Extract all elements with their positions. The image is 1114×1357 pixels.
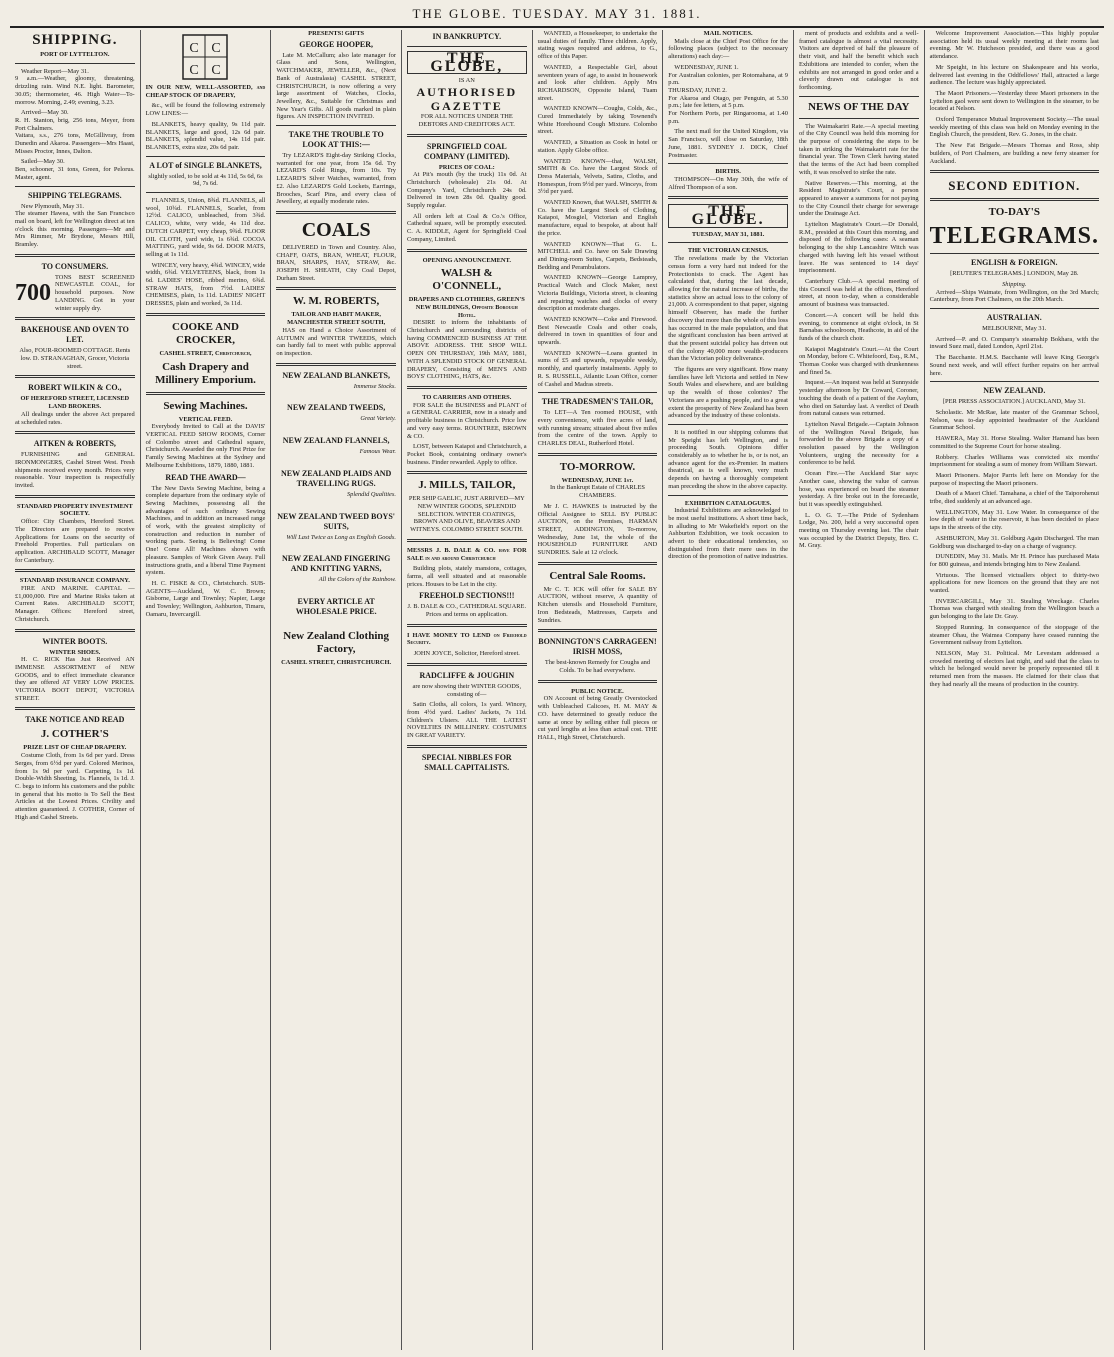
new-zealand-heading: NEW ZEALAND. <box>983 386 1046 396</box>
divider <box>668 424 788 425</box>
news-item-9: Ocean Fire.—The Auckland Star says: Another case, showing the value of canvas hose, was experienced on board the steamer yesterday. A fire broke out in the forecastle, but it was speedily extinguished. <box>798 470 919 508</box>
divider <box>538 680 658 683</box>
weather-report: Weather Report—May 31. 9 a.m.—Weather, gloomy, threatening, drizzling rain. Wind N.E. light. Barometer, 30.05; thermometer, 46. High Water—To-morrow. Morning, 2.49; evening, 3.23. <box>15 67 135 106</box>
news-item-2: Native Reserves.—This morning, at the Resident Magistrate's Court, a person appeared to answer a summons for not paying to the City Council their charge for sewerage under the Drainage Act. <box>798 179 919 218</box>
death-text: Death of a Maori Chief. Tamahana, a chief of the Taiporohenui tribe, died suddenly at an advanced age. <box>929 490 1099 506</box>
award-text: The New Davis Sewing Machine, being a complete departure from the ordinary style of Sewing Machines, possessing all the advantages of such ordinary Sewing Machines, and in addition an increased range of work, with the greatest simplicity of construction and reduction in number of working parts. Seeing is Believing! Come One! Come All! Machines shown with pleasure. Samples of Work Given Away. Full instructions gratis, and a liberal Time Payment system. <box>145 484 266 577</box>
news-item-7: Inquest.—An inquest was held at Sunnyside yesterday afternoon by Dr Coward, Coroner, touching the death of a patient of the Asylum, who died on Saturday last. A verdict of Death from natural causes was returned. <box>798 379 919 418</box>
wanted-ad-9: WANTED KNOWN—Coke and Firewood. Best Newcastle Coals and other coals, delivered in town in quantities of four and upwards. <box>537 315 658 347</box>
wanted-ad-8: WANTED KNOWN—George Lamprey, Practical Watch and Clock Maker, next Victoria Buildings, Victoria street, is cleaning and repairing watches and clocks of every description at moderate charges. <box>537 274 658 313</box>
insurance-heading: STANDARD INSURANCE COMPANY. <box>19 577 130 585</box>
column-4 <box>402 30 533 1350</box>
port-heading: PORT OF LYTTELTON. <box>40 51 110 58</box>
column-1 <box>10 30 141 1350</box>
mail-heading: MAIL NOTICES. <box>703 30 753 37</box>
nz-boys-heading: NEW ZEALAND TWEED BOYS' SUITS, <box>277 511 395 531</box>
divider <box>407 134 527 137</box>
australian-heading: AUSTRALIAN. <box>986 313 1042 323</box>
divider <box>538 453 658 456</box>
column-3 <box>271 30 402 1350</box>
divider <box>15 317 135 320</box>
col8-intro: Welcome Improvement Association.—This highly popular association held its usual weekly meeting at their rooms last evening. Mr W. Hutcheson presided, and there was a good attendance. <box>929 30 1099 61</box>
census-para-2: The figures are very significant. How many families have left Victoria and settled in New South Wales and elsewhere, and are building up the wealth of those colonies? The Victorians are a pushing people, and to a great extent the prosperity of New Zealand has been advanced by the industry of these colonists. <box>668 366 788 420</box>
cother-name: J. COTHER'S <box>40 728 109 741</box>
bakehouse-heading: BAKEHOUSE AND OVEN TO LET. <box>20 325 129 345</box>
shipping-heading: SHIPPING. <box>32 32 118 48</box>
reuters-dateline: [REUTER'S TELEGRAMS.] LONDON, May 28. <box>950 270 1079 278</box>
cooke-heading: COOKE AND CROCKER, <box>172 320 239 346</box>
radcliffe-heading: RADCLIFFE & JOUGHIN <box>419 670 515 680</box>
divider <box>146 192 266 193</box>
divider <box>276 363 396 366</box>
column-6 <box>663 30 794 1350</box>
bankruptcy-heading: IN BANKRUPTCY. <box>432 32 502 41</box>
census-para-3: It is notified in our shipping columns that Mr Speight has left Wellington, and is proceeding South. Opinions differ considerably as to whether he is, or is not, an advance agent for the ex-Premier. In matters theatrical, as is well known, very much depends on having a thoroughly competent man preceding the show in the above capacity. <box>668 428 788 490</box>
presents-heading: PRESENTS! GIFTS <box>308 30 365 37</box>
divider <box>930 308 1099 309</box>
melbourne-dateline: MELBOURNE, May 31. <box>982 325 1047 333</box>
news-item-10: L. O. G. T.—The Pride of Sydenham Lodge, No. 200, held a very successful open meeting on Thursday evening last. The chair was occupied by the District Deputy, Bro. C. M. Gray. <box>798 511 919 550</box>
nz-flannels-tag: Famous Wear. <box>359 448 396 456</box>
divider <box>15 569 135 572</box>
masthead <box>10 6 1104 28</box>
tons-text: TONS BEST SCREENED NEWCASTLE COAL, for household purposes. Now LANDING. Got in your winter supply dry. <box>55 273 135 312</box>
tons-figure: 700 <box>15 280 51 307</box>
dale-text: Building plots, stately mansions, cottages, farms, all well situated and at reasonable prices. Houses to be Let in the city. <box>406 565 527 588</box>
svg-text:C: C <box>211 41 222 56</box>
nibbles-heading: SPECIAL NIBBLES FOR SMALL CAPITALISTS. <box>421 752 512 772</box>
wilkin-text: All dealings under the above Act prepared at scheduled rates. <box>15 410 135 426</box>
divider <box>930 381 1099 382</box>
notice-text: Try LEZARD'S Eight-day Striking Clocks, warranted for one year, from 15s 6d. Try LEZARD'S Gold Rings, from 10s. Try LEZARD'S Silver Watches, warranted, from £2. Also LEZARD'S Gold Lockets, Earrings, Brooches, Scarf Pins, and every class of Jewellery, at equally moderate rates. <box>276 152 396 206</box>
column-container <box>10 30 1104 1350</box>
tradesmens-text: To LET—A Ten roomed HOUSE, with every convenience, with five acres of land, with running stream; situated about five miles from the centre of the town. Apply to CHARLES DEAL, Rutherford Hotel. <box>537 409 658 448</box>
boots-sub: WINTER SHOES. <box>49 648 101 656</box>
nz-knitting-heading: NEW ZEALAND FINGERING AND KNITTING YARNS, <box>281 554 391 574</box>
divider <box>276 125 396 126</box>
cother-notice: TAKE NOTICE AND READ <box>25 715 125 725</box>
press-association-dateline: [PER PRESS ASSOCIATION.] AUCKLAND, May 31. <box>942 398 1086 406</box>
public-notice-heading: PUBLIC NOTICE. <box>571 687 624 695</box>
shipping-telegrams-text: New Plymouth, May 31. The steamer Hawea, with the San Francisco mail on board, left for Wellington direct at ten o'clock this morning. Passengers—Mr and Mrs Rimmer, Mr Brydone, Messrs Hill, Bramley. <box>15 202 135 249</box>
nz-knitting-tag: All the Colors of the Rainbow. <box>318 576 396 584</box>
hooper-text: Late M. McCallum; also late manager for Glass and Sons, Wellington, WATCHMAKER, JEWELLER, &c., (Next Bank of Australasia) CASHEL STREET, CHRISTCHURCH, is now offering a very large assortment of Watches, Clocks, Jewellery, &c., Suitable for Christmas and New Year's Gifts. All goods marked in plain figures. AN INSPECTION INVITED. <box>276 51 396 121</box>
ashburton-text: ASHBURTON, May 31. Goldburg Again Discharged. The man Goldburg was discharged to-day on a charge of vagrancy. <box>929 534 1099 550</box>
divider <box>15 254 135 257</box>
divider <box>407 745 527 748</box>
cother-sub: PRIZE LIST OF CHEAP DRAPERY. <box>23 744 127 752</box>
telegrams-heading: TELEGRAMS. <box>929 223 1099 250</box>
wanted-ad-7: WANTED KNOWN—That G. L. MITCHELL and Co. have on Sale Drawing and Dining-room Suites, Carpets, Bedsteads, Bedding and Perambulators. <box>537 240 658 271</box>
col8-item-2: The Maori Prisoners.—Yesterday three Maori prisoners in the Lyttelton gaol were sent down to Wellington in the steamer, to be located at Nelson. <box>929 89 1099 113</box>
coal-ad <box>15 274 135 313</box>
cooke-sub: CASHEL STREET, Christchurch, <box>159 349 252 357</box>
mills-sub: PER SHIP GAELIC, JUST ARRIVED—MY NEW WINTER GOODS, SPLENDID SELECTION. WINTER COATINGS, BROWN AND OLIVE, BEAVERS AND WITNEYS. COLOMBO STREET SOUTH. <box>408 495 525 534</box>
divider <box>668 196 788 199</box>
census-para-1: The revelations made by the Victorian census form a very hard nut indeed for the Protectionists to crack. The Agent has calculated that, during the last decade, allowing for the natural increase of births, the statistics show an actual loss to the colony of 21,000. A correspondent to that paper, signing himself Observer, has made the further discovery that more than the whole of this loss has occurred in the male population, and that the significant conclusion has been arrived at that the present suicidal policy has driven out of the colony 40,000 more wealth-producers than the Victorian policy deliverance. <box>668 255 788 363</box>
sewing-heading: Sewing Machines. <box>163 399 248 412</box>
col8-item-1: Mr Speight, in his lecture on Shakespeare and his works, delivered last evening in the Oddfellows' Hall, attracted a large audience. The lecture was highly appreciated. <box>929 63 1099 87</box>
divider <box>407 46 527 47</box>
col8-item-4: The New Fat Brigade.—Messrs Thomas and Ross, ship builders, of Port Chalmers, are building a new ferry steamer for Auckland. <box>929 142 1099 165</box>
news-item-6: Kaiapoi Magistrate's Court.—At the Court on Monday, before C. Whitefoord, Esq., R.M., Thomas Cooke was charged with drunkenness and fined 5s. <box>798 345 919 376</box>
census-heading: THE VICTORIAN CENSUS. <box>687 247 769 255</box>
divider <box>15 495 135 498</box>
is-an: IS AN <box>458 77 475 85</box>
roberts-text: HAS on Hand a Choice Assortment of AUTUMN and WINTER TWEEDS, which can hardly fail to meet with public approval on inspection. <box>276 326 396 357</box>
lost-text: LOST, between Kaiapoi and Christchurch, a Pocket Book, containing ordinary owner's business. Finder rewarded. Apply to office. <box>406 443 527 466</box>
mail-footer: The next mail for the United Kingdom, via San Francisco, will close on Saturday, 18th June, 1881. SYDNEY J. DICK, Chief Postmaster. <box>668 128 788 159</box>
coal-prices-heading: PRICES OF COAL: <box>438 163 495 171</box>
lot-text: slightly soiled, to be sold at 4s 11d, 5s 6d, 6s 9d, 7s 6d. <box>148 172 263 188</box>
divider <box>15 431 135 434</box>
wanted-ad-3: WANTED KNOWN—Coughs, Colds, &c., Cured Immediately by taking Townend's White Horehound Cough Mixture. Colombo street. <box>537 105 658 136</box>
wanted-ad-1: WANTED, a Housekeeper, to undertake the usual duties of family. Three children. Apply, stating wages required and address, to G., office of this Paper. <box>537 30 658 61</box>
mills-heading: J. MILLS, TAILOR, <box>418 479 516 492</box>
roberts-sub: TAILOR AND HABIT MAKER, MANCHESTER STREET SOUTH, <box>287 311 386 327</box>
sewing-sub: VERTICAL FEED. <box>178 415 233 423</box>
divider <box>668 242 788 243</box>
wilkin-heading: ROBERT WILKIN & CO., <box>28 383 122 393</box>
freehold-heading: FREEHOLD SECTIONS!!! <box>419 591 515 601</box>
mail-text: Mails close at the Chief Post Office for the following places (subject to the necessary alterations) each day:— <box>668 37 788 61</box>
standard-text: Office: City Chambers, Hereford Street. The Directors are prepared to receive Applications for Loans on the security of Freehold Properties. Full particulars on application. ARCHIBALD SCOTT, Manager for Canterbury. <box>15 518 135 564</box>
opening-heading: OPENING ANNOUNCEMENT. <box>422 256 511 264</box>
sailed-list: Sailed—May 30. Ben, schooner, 31 tons, Green, for Pelorus. Master, agent. <box>15 158 135 181</box>
tomorrow-heading: TO-MORROW. <box>559 460 636 473</box>
divider <box>276 287 396 290</box>
freehold-text: J. B. DALE & CO., CATHEDRAL SQUARE. Prices and terms on application. <box>407 603 527 619</box>
money-heading: I HAVE MONEY TO LEND on Freehold Security. <box>406 631 527 647</box>
bacchante-text: The Bacchante. H.M.S. Bacchante will leave King George's Sound next week, and will effect further repairs on her arrival here. <box>929 354 1099 377</box>
wanted-ad-10: WANTED KNOWN—Loans granted in sums of £5 and upwards, repayable weekly, monthly, and quarterly instalments. Apply to R. S. RUSSELL, Atlantic Loan Office, corner of Cashel and Madras streets. <box>537 349 658 388</box>
divider <box>146 392 266 395</box>
exhibition-heading: EXHIBITION CATALOGUES. <box>684 499 772 507</box>
nz-blankets-tag: Immense Stocks. <box>353 382 396 390</box>
wanted-ad-6: WANTED Known, that WALSH, SMITH & Co. have the Largest Stock of Clothing, Kaiapoi, Mosgiel, Victorian and English manufacture, equal to bespoke, at about half the price. <box>537 199 658 237</box>
divider <box>930 198 1099 201</box>
drapery-intro: &c., will be found the following extremely LOW LINES:— <box>145 102 266 118</box>
divider <box>799 118 919 119</box>
flannel-list: FLANNELS, Union, 8¾d. FLANNELS, all wool, 10¾d. FLANNELS, Scarlet, from 12½d. CALICO, unbleached, from 3¾d. CALICO, white, very wide, 4s 11d doz. DUTCH CARPET, very cheap, 9¾d. FLOOR OIL CLOTH, yard wide, 1s 6¾d. COCOA MATTING, yard wide, 9s 6d. DOOR MATS, selling at 1s 11d. <box>145 197 266 258</box>
births-heading: BIRTHS. <box>715 168 741 176</box>
nz-tweeds-heading: NEW ZEALAND TWEEDS, <box>287 403 386 413</box>
nz-tweeds-tag: Great Variety. <box>360 415 396 423</box>
wellington-text: WELLINGTON, May 31. Low Water. In consequence of the low depth of water in the reservoir, it has been decided to place taps in the streets of the city. <box>929 508 1099 532</box>
notice-heading: TAKE THE TROUBLE TO LOOK AT THIS:— <box>288 130 384 150</box>
globe-gazette-title: THE GLOBE, <box>407 51 527 74</box>
public-notice-text: ON Account of being Greatly Overstocked with Unbleached Calicoes, H. M. MAY & CO. have determined to greatly reduce the same at once by selling either full pieces or cut yard lengths at less than actual cost. THE HALL, High Street, Christchurch. <box>537 695 658 741</box>
wincey-list: WINCEY, very heavy, 4¾d. WINCEY, wide width, 6¾d. VELVETEENS, black, from 1s 6d. LADIES' HOSE, ribbed merino, 6¾d. STRAW HATS, from 7½d. LADIES' CHEMISES, plain, 1s 11d. LADIES' NIGHT DRESSES, plain and worked, 3s 11d. <box>145 261 266 308</box>
divider <box>146 313 266 316</box>
melbourne-text: Arrived—P. and O. Company's steamship Bokhara, with the inward Suez mail, dated London, April 21st. <box>929 335 1099 351</box>
central-text: Mr C. T. ICK will offer for SALE BY AUCTION, without reserve, A quantity of Kitchen utensils and Household Furniture, Iron Bedsteads, Mattresses, Carpets and Sundries. <box>537 585 658 624</box>
mail-days: WEDNESDAY, JUNE 1. For Australian colonies, per Rotomahana, at 9 p.m. THURSDAY, JUNE 2. For Akaroa and Otago, per Penguin, at 5.30 p.m.; late fee letters, at 5 p.m. For Northern Ports, per Ringarooma, at 1.40 p.m. <box>668 63 788 125</box>
column-5 <box>533 30 664 1350</box>
divider <box>407 471 527 474</box>
wilkin-sub: OF HEREFORD STREET, LICENSED LAND BROKERS. <box>20 395 130 411</box>
svg-text:C: C <box>189 63 200 78</box>
births-text: THOMPSON—On May 30th, the wife of Alfred Thompson of a son. <box>668 175 788 191</box>
divider <box>407 386 527 389</box>
divider <box>15 707 135 710</box>
divider <box>15 63 135 64</box>
cc-monogram-icon <box>182 34 228 80</box>
shipping-telegrams-heading: SHIPPING TELEGRAMS. <box>28 190 122 200</box>
bonnington-heading: BONNINGTON'S CARRAGEEN! IRISH MOSS, <box>538 637 657 657</box>
news-item-3: Lyttelton Magistrate's Court.—Dr Donald, R.M., presided at this Court this morning, and disposed of the following cases: A seaman belonging to the ship Lancashire Witch was charged with having left his vessel without leave. He was sentenced to 14 days' imprisonment. <box>798 221 919 275</box>
divider <box>407 663 527 666</box>
hawera-text: HAWERA, May 31. Horse Stealing. Walter Hamand has been committed to the Supreme Court for horse stealing. <box>929 435 1099 450</box>
shipping-subhead: Shipping. <box>1002 280 1027 288</box>
factory-heading: New Zealand Clothing Factory, <box>283 629 390 655</box>
boots-heading: WINTER BOOTS. <box>42 636 108 646</box>
svg-text:C: C <box>211 63 222 78</box>
svg-text:C: C <box>189 41 200 56</box>
news-item-5: Concert.—A concert will be held this evening, to commence at eight o'clock, in St Barnabas schoolroom, Heathcote, in aid of the funds of the church choir. <box>798 311 919 342</box>
column-8 <box>925 30 1104 1350</box>
news-item-4: Canterbury Club.—A special meeting of this Council was held at the offices, Hereford street, at noon to-day, when a considerable amount of business was transacted. <box>798 277 919 309</box>
tradesmens-heading: THE TRADESMEN'S TAILOR, <box>541 397 654 407</box>
column-2 <box>141 30 272 1350</box>
nz-blankets-heading: NEW ZEALAND BLANKETS, <box>282 370 390 380</box>
every-article: EVERY ARTICLE AT WHOLESALE PRICE. <box>295 596 377 616</box>
column-7 <box>794 30 925 1350</box>
fiske-text: H. C. FISKE & CO., Christchurch. SUB-AGENTS—Auckland, W. C. Brown; Gisborne, Large and Townley; Napier, Large and Townley; Wellington, Ashburton, Timaru, Oamaru, Invercargill. <box>145 579 266 618</box>
divider <box>538 562 658 565</box>
english-foreign-heading: ENGLISH & FOREIGN. <box>971 258 1058 268</box>
bonnington-text: The best-known Remedy for Coughs and Colds. To be had everywhere. <box>544 659 651 674</box>
carriers-heading: TO CARRIERS AND OTHERS. <box>422 393 512 401</box>
bakehouse-text: Also, FOUR-ROOMED COTTAGE. Rents low. D. STRANAGHAN, Grocer, Victoria street. <box>19 347 131 370</box>
cc-monogram-seal <box>146 34 266 80</box>
todays-heading: TO-DAY'S <box>988 206 1040 219</box>
cooke-emporium: Cash Drapery and Millinery Emporium. <box>155 360 256 386</box>
lot-heading: A LOT of SINGLE BLANKETS, <box>149 160 262 170</box>
exhibition-continued: ment of products and exhibits and a well-framed catalogue is almost a vital necessity. Visitors are deprived of half the pleasure of their visit, and half the benefit which such Exhibitions are intended to confer, when the exhibits are not arranged in good order and a cleverly drawn out catalogue is not forthcoming. <box>798 30 919 91</box>
drapery-heading: IN OUR NEW, WELL-ASSORTED, and CHEAP STOCK OF DRAPERY, <box>145 84 266 99</box>
coals-heading: COALS <box>301 218 371 241</box>
central-heading: Central Sale Rooms. <box>549 569 646 582</box>
walsh-heading: WALSH & O'CONNELL, <box>432 267 502 293</box>
divider <box>668 495 788 496</box>
insurance-text: FIRE AND MARINE. CAPITAL — £1,000,000. Fire and Marine Risks taken at Current Rates. ARCHIBALD SCOTT, Manager. Offices: Hereford street, Christchurch. <box>15 585 135 623</box>
scholastic-text: Scholastic. Mr McRae, late master of the Grammar School, Nelson, was to-day appointed headmaster of the Auckland Grammar School. <box>929 408 1099 432</box>
hooper-name: GEORGE HOOPER, <box>299 39 374 49</box>
authorised-gazette: AUTHORISED GAZETTE <box>416 85 518 114</box>
carriers-text: FOR SALE the BUSINESS and PLANT of a GENERAL CARRIER, now in a steady and profitable business in Christchurch. Price low and very easy terms. ROUNTREE, BROWN & CO. <box>406 401 527 440</box>
radcliffe-text: Satin Cloths, all colors, 1s yard. Wincey, from 4½d yard. Ladies' Jackets, 7s 11d. Children's Ulsters. ALL THE LATEST NOVELTIES IN MILLINERY. COSTUMES IN GREAT VARIETY. <box>406 701 527 740</box>
maori-prisoners-text: Maori Prisoners. Major Parris left here on Monday for the purpose of inspecting the Maori prisoners. <box>929 471 1099 487</box>
divider <box>930 253 1099 254</box>
chambers-text: Mr J. C. HAWKES is instructed by the Official Assignee to SELL BY PUBLIC AUCTION, on the Premises, HARMAN STREET, ADDINGTON, To-morrow, Wednesday, June 1st, the whole of the HOUSEHOLD FURNITURE AND SUNDRIES. Sale at 12 o'clock. <box>537 502 658 557</box>
chambers-heading: In the Bankrupt Estate of CHARLES CHAMBERS. <box>549 484 645 500</box>
news-heading: NEWS OF THE DAY <box>808 100 910 113</box>
divider <box>538 629 658 632</box>
coal-orders: All orders left at Coal & Co.'s Office, Cathedral square, will be promptly executed. C. A. KIDDLE, Agent for Springfield Coal Company, Limited. <box>406 212 527 243</box>
divider <box>15 186 135 187</box>
leader-date: TUESDAY, MAY 31, 1881. <box>691 230 765 238</box>
tomorrow-date: WEDNESDAY, JUNE 1st. <box>561 476 634 484</box>
consumers-heading: TO CONSUMERS. <box>41 261 109 271</box>
aitken-text: FURNISHING and GENERAL IRONMONGERS, Cashel Street West. Fresh shipments received every month. Prices very reasonable. Your inspection is respectfully invited. <box>15 451 135 490</box>
wanted-ad-4: WANTED, a Situation as Cook in hotel or station. Apply Globe office. <box>537 139 658 154</box>
wanted-ad-2: WANTED, a Respectable Girl, about seventeen years of age, to assist in housework and look after children. Apply Mrs RICHARDSON, Opposite Island, Tuam street. <box>537 63 658 102</box>
coal-prices: At Pit's mouth (by the truck) 11s 0d. At Christchurch (wholesale) 21s 0d. At Company's Yard, Christchurch 24s 0d. Delivered in town 28s 0d. Quality good. Supply regular. <box>406 171 527 210</box>
nelson-text: NELSON, May 31. Political. Mr Levestam addressed a crowded meeting of electors last night, and said that the class to which he belonged would never be properly represented till it returned men from the masses. He claimed for their class that they had nearly all the means of production in the country. <box>929 649 1099 688</box>
shipwreck-text: Stopped Running. In consequence of the stoppage of the steamer Ohau, the Waimea Company have ceased running the Government railway from Lyttelton. <box>929 623 1099 647</box>
divider <box>407 624 527 627</box>
divider <box>146 156 266 157</box>
divider <box>407 249 527 252</box>
globe-leader-title: THE GLOBE. <box>668 204 788 227</box>
col8-item-3: Oxford Temperance Mutual Improvement Society.—The usual weekly meeting of this class was held on Monday evening in the English Church, the president, Rev. G. Jones, in the chair. <box>929 116 1099 139</box>
nz-plaids-heading: NEW ZEALAND PLAIDS AND TRAVELLING RUGS. <box>280 468 392 488</box>
radcliffe-sub: are now showing their WINTER GOODS, consisting of— <box>412 682 522 698</box>
nz-plaids-tag: Splendid Qualities. <box>346 490 396 498</box>
boots-text: H. C. RICK Has Just Received AN IMMENSE ASSORTMENT of NEW GOODS, and to effect immediate clearance they are offered AT VERY LOW PRICES. VICTORIA BOOT DEPOT, VICTORIA STREET. <box>15 656 135 702</box>
standard-heading: STANDARD PROPERTY INVESTMENT SOCIETY. <box>16 502 133 518</box>
walsh-text: DESIRE to inform the inhabitants of Christchurch and surrounding districts of having COMMENCED BUSINESS AT THE ABOVE ADDRESS. THE SHOP WILL OPEN ON THURSDAY, 19th MAY, 1881, WITH A SPLENDID STOCK OF GENERAL DRAPERY, Consisting of MEN'S AND BOYS' CLOTHING, HATS, &c. <box>406 319 527 381</box>
robbery-text: Robbery. Charles Williams was convicted six months' imprisonment for stealing a sum of money from William Stewart. <box>929 453 1099 469</box>
divider <box>668 163 788 164</box>
walsh-sub: DRAPERS AND CLOTHIERS, GREEN'S NEW BUILDINGS, Opposite Borough Hotel. <box>408 296 525 319</box>
second-edition-heading: SECOND EDITION. <box>948 178 1081 194</box>
dale-heading: MESSRS J. B. DALE & CO. have FOR SALE in and around Christchurch <box>406 546 527 562</box>
divider <box>276 211 396 214</box>
news-item-1: The Waimakariri Rate.—A special meeting of the City Council was held this morning for the purpose of considering the steps to be taken in striking the Waimakariri rate for the financial year. The Town Clerk having stated that the terms of the Act had been complied with, it was resolved to strike the rate. <box>798 122 919 176</box>
divider <box>799 96 919 97</box>
invercargill-text: INVERCARGILL, May 31. Stealing Wreckage. Charles Thomas was charged with stealing from the Wellington beach a gun belonging to the late Dr. Gray. <box>929 597 1099 621</box>
divider <box>407 539 527 542</box>
london-text: Arrived—Ships Waimate, from Wellington, on the 3rd March; Canterbury, from Port Chalmers, on the 20th March. <box>929 288 1099 304</box>
award-heading: READ THE AWARD— <box>165 472 246 482</box>
divider <box>538 392 658 393</box>
nz-flannels-heading: NEW ZEALAND FLANNELS, <box>282 436 390 446</box>
exhibition-text: Industrial Exhibitions are acknowledged to be most useful institutions. A short time back, in alluding to Mr Wakefield's report on the Ashburton Exhibition, we took occasion to advert to their educational tendencies, so distinguished from their mere uses in the direction of the promotion of native industries. <box>668 507 788 561</box>
drapery-list: BLANKETS, heavy quality, 9s 11d pair. BLANKETS, large and good, 12s 6d pair. BLANKETS, splendid value, 14s 11d pair. BLANKETS, extra size, 20s 6d pair. <box>145 120 266 151</box>
sewing-text: Everybody Invited to Call at the DAVIS' VERTICAL FEED SHOW ROOMS, Corner of Colombo street and Cathedral square, Christchurch. Awarded the only First Prize for Family Sewing Machines at the Sydney and Melbourne Exhibitions, 1879, 1880, 1881. <box>145 423 266 469</box>
virtuous-text: Virtuous. The licensed victuallers object to thirty-two applications for new licences on the ground that they are not wanted. <box>929 571 1099 595</box>
arrived-list: Arrived—May 30. R. H. Stanton, brig, 256 tons, Meyer, from Port Chalmers. Vaitara, s.s., 276 tons, McGillivray, from Dunedin and Akaroa. Passengers—Mrs Haast, Misses Proctor, Innes, Dalton. <box>15 109 135 155</box>
aitken-heading: AITKEN & ROBERTS, <box>33 439 116 449</box>
coals-text: DELIVERED in Town and Country. Also, CHAFF, OATS, BRAN, WHEAT, FLOUR, BRAN, SHARPS, HAY, STRAW, &c. JOSEPH H. SHEATH, City Coal Depot, Durham Street. <box>276 243 396 282</box>
news-item-8: Lyttelton Naval Brigade.—Captain Johnson of the Wellington Naval Brigade, has forwarded to the above Brigade a copy of a resolution passed by the Wellington Volunteers, urging the necessity for a conference to be held. <box>798 420 919 467</box>
divider <box>930 170 1099 173</box>
for-all-notices: FOR ALL NOTICES UNDER THE DEBTORS AND CREDITORS ACT. <box>418 113 515 128</box>
factory-sub: CASHEL STREET, CHRISTCHURCH. <box>281 658 392 666</box>
masthead-title: THE GLOBE. TUESDAY. MAY 31. 1881. <box>412 6 702 21</box>
nz-boys-tag: Will Last Twice as Long as English Goods. <box>286 533 396 541</box>
roberts-heading: W. M. ROBERTS, <box>292 295 380 308</box>
divider <box>15 629 135 632</box>
dunedin-text: DUNEDIN, May 31. Mails. Mr H. Prince has purchased Mata for 800 guineas, and intends bringing him to New Zealand. <box>929 553 1099 568</box>
wanted-ad-5: WANTED KNOWN—that, WALSH, SMITH & Co. have the Largest Stock of Dress Materials, Velvets, Satins, Cloths, and Homespun, from 9½d per yard. Winceys, from 3½d per yard. <box>537 157 658 196</box>
money-text: JOHN JOYCE, Solicitor, Hereford street. <box>413 650 520 658</box>
divider <box>15 375 135 378</box>
cother-text: Costume Cloth, from 1s 6d per yard. Dress Serges, from 6½d per yard. Colored Merinos, from 1s 9d per yard. Carpeting, 1s 1d. Double-Width Sheeting, 1s. Flannels, 1s 1d. J. C. begs to inform his customers and the public in general that his motto is To Sell the Best Articles at the Lowest Prices. Civility and attention guaranteed. J. COTHER, Corner of High and Cashel Streets. <box>15 752 135 821</box>
coal-company-heading: SPRINGFIELD COAL COMPANY (LIMITED). <box>423 141 510 161</box>
